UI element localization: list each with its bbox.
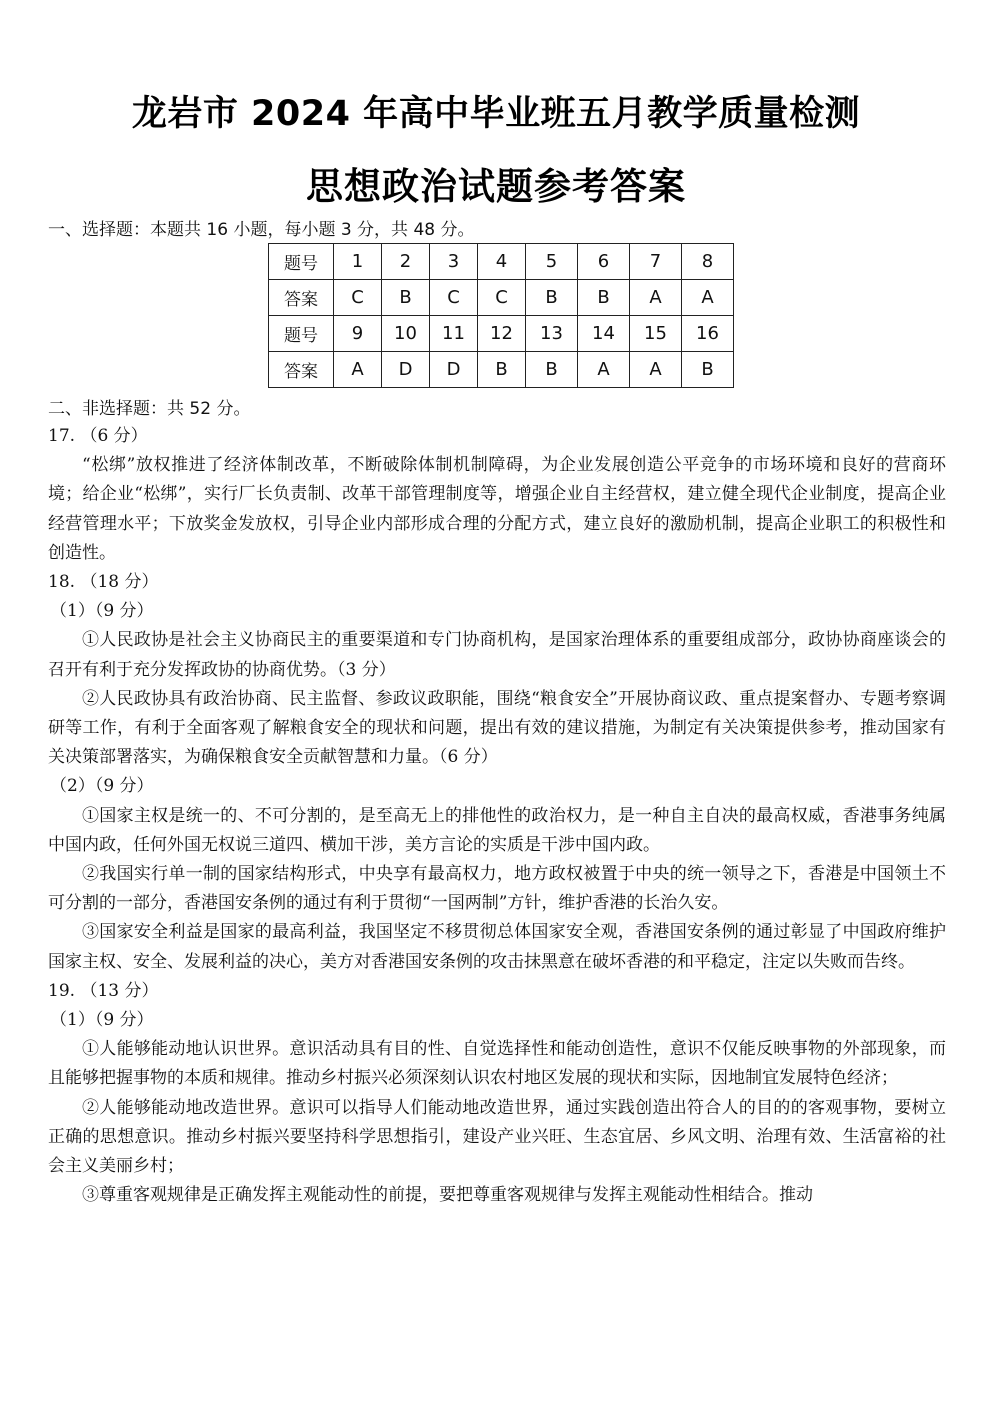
- table-cell: 16: [682, 316, 734, 352]
- table-cell: B: [382, 280, 430, 316]
- question-18-part2-point2: ②我国实行单一制的国家结构形式，中央享有最高权力，地方政权被置于中央的统一领导之下，香港是中国领土不可分割的一部分，香港国安条例的通过有利于贯彻“一国两制”方针，维护香港的长治久安。: [48, 864, 946, 914]
- question-19-part1-heading: （1）（9 分）: [50, 1010, 154, 1031]
- table-cell: 13: [526, 316, 578, 352]
- table-row: [269, 244, 734, 280]
- table-cell: 7: [630, 244, 682, 280]
- table-cell: A: [630, 352, 682, 388]
- exam-subtitle: 思想政治试题参考答案: [306, 165, 686, 208]
- table-cell: D: [430, 352, 478, 388]
- table-cell: A: [630, 280, 682, 316]
- question-17-heading: 17. （6 分）: [48, 426, 148, 446]
- table-cell: B: [578, 280, 630, 316]
- question-17-answer: “松绑”放权推进了经济体制改革，不断破除体制机制障碍，为企业发展创造公平竞争的市场环境和良好的营商环境；给企业“松绑”，实行厂长负责制、改革干部管理制度等，增强企业自主经营权，建立健全现代企业制度，提高企业经营管理水平；下放奖金发放权，引导企业内部形成合理的分配方式，建立良好的激励机制，提高企业职工的积极性和创造性。: [48, 455, 946, 563]
- table-cell: B: [478, 352, 526, 388]
- table-cell: 15: [630, 316, 682, 352]
- table-row: [269, 352, 734, 388]
- question-18-part2-point3: ③国家安全利益是国家的最高利益，我国坚定不移贯彻总体国家安全观，香港国安条例的通过彰显了中国政府维护国家主权、安全、发展利益的决心，美方对香港国安条例的攻击抹黑意在破坏香港的和平稳定，注定以失败而告终。: [48, 922, 946, 972]
- question-19-heading: 19. （13 分）: [48, 980, 159, 1001]
- table-cell: 8: [682, 244, 734, 280]
- table-cell: 14: [578, 316, 630, 352]
- table-cell: C: [430, 280, 478, 316]
- table-cell: 6: [578, 244, 630, 280]
- table-row: [269, 316, 734, 352]
- table-cell: A: [578, 352, 630, 388]
- question-19-part1-point1: ①人能够能动地认识世界。意识活动具有目的性、自觉选择性和能动创造性，意识不仅能反映事物的外部现象，而且能够把握事物的本质和规律。推动乡村振兴必须深刻认识农村地区发展的现状和实际，因地制宜发展特色经济；: [48, 1039, 946, 1089]
- row-label: 题号: [269, 244, 334, 280]
- table-cell: 4: [478, 244, 526, 280]
- question-18-part1-point1: ①人民政协是社会主义协商民主的重要渠道和专门协商机构，是国家治理体系的重要组成部分，政协协商座谈会的召开有利于充分发挥政协的协商优势。（3 分）: [48, 630, 946, 680]
- table-cell: 11: [430, 316, 478, 352]
- section-multiple-choice-heading: 一、选择题：本题共 16 小题，每小题 3 分，共 48 分。: [48, 220, 475, 240]
- question-19-part1-point3: ③尊重客观规律是正确发挥主观能动性的前提，要把尊重客观规律与发挥主观能动性相结合。推动: [82, 1185, 813, 1206]
- table-cell: C: [478, 280, 526, 316]
- table-cell: 12: [478, 316, 526, 352]
- table-cell: 2: [382, 244, 430, 280]
- table-cell: 9: [334, 316, 382, 352]
- table-cell: 10: [382, 316, 430, 352]
- question-18-part1-heading: （1）（9 分）: [50, 601, 154, 622]
- answer-body: [48, 422, 946, 1210]
- table-cell: A: [334, 352, 382, 388]
- question-18-part2-point1: ①国家主权是统一的、不可分割的，是至高无上的排他性的政治权力，是一种自主自决的最高权威，香港事务纯属中国内政，任何外国无权说三道四、横加干涉，美方言论的实质是干涉中国内政。: [48, 805, 946, 855]
- table-cell: D: [382, 352, 430, 388]
- table-cell: A: [682, 280, 734, 316]
- table-cell: 3: [430, 244, 478, 280]
- exam-title: 龙岩市 2024 年高中毕业班五月教学质量检测: [131, 94, 861, 134]
- table-cell: B: [682, 352, 734, 388]
- row-label: 题号: [269, 316, 334, 352]
- table-cell: B: [526, 280, 578, 316]
- table-cell: 1: [334, 244, 382, 280]
- table-cell: C: [334, 280, 382, 316]
- table-cell: 5: [526, 244, 578, 280]
- question-18-part2-heading: （2）（9 分）: [50, 776, 154, 797]
- row-label: 答案: [269, 280, 334, 316]
- answer-table: [268, 243, 734, 388]
- question-18-heading: 18. （18 分）: [48, 572, 159, 593]
- section-free-response-heading: 二、非选择题：共 52 分。: [48, 399, 251, 419]
- question-19-part1-point2: ②人能够能动地改造世界。意识可以指导人们能动地改造世界，通过实践创造出符合人的目的的客观事物，要树立正确的思想意识。推动乡村振兴要坚持科学思想指引，建设产业兴旺、生态宜居、乡风文明、治理有效、生活富裕的社会主义美丽乡村；: [48, 1097, 946, 1177]
- question-18-part1-point2: ②人民政协具有政治协商、民主监督、参政议政职能，围绕“粮食安全”开展协商议政、重点提案督办、专题考察调研等工作，有利于全面客观了解粮食安全的现状和问题，提出有效的建议措施，为制定有关决策提供参考，推动国家有关决策部署落实，为确保粮食安全贡献智慧和力量。（6 分）: [48, 688, 946, 768]
- table-row: [269, 280, 734, 316]
- row-label: 答案: [269, 352, 334, 388]
- table-cell: B: [526, 352, 578, 388]
